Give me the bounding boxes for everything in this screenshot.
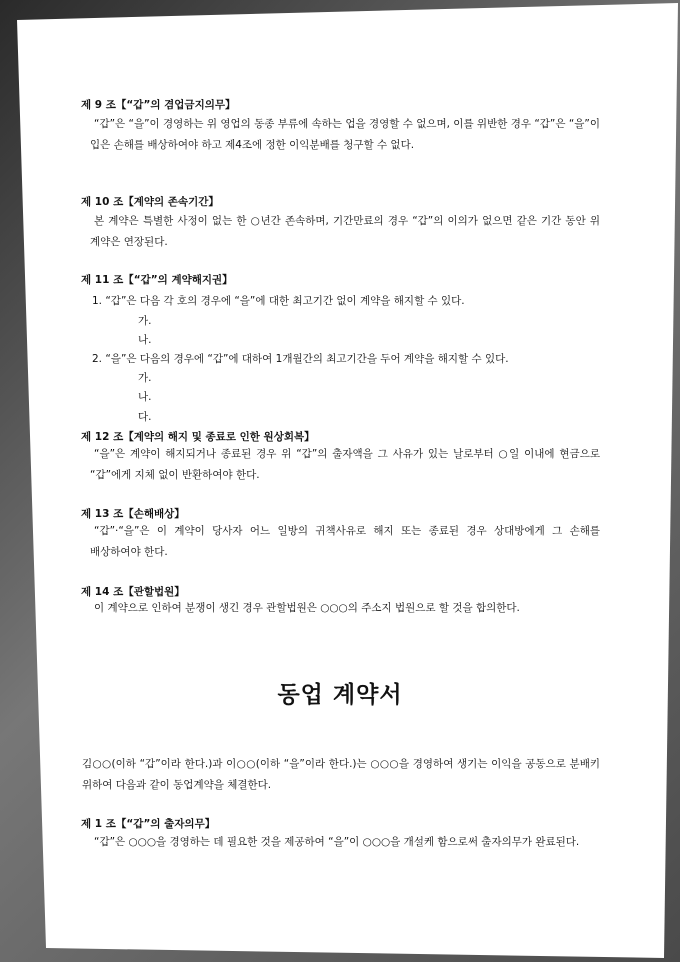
article-11-item-2: 2. “을”은 다음의 경우에 “갑”에 대하여 1개월간의 최고기간을 두어 계약을 해지할 수 있다. <box>92 353 509 365</box>
article-9-heading: 제 9 조【“갑”의 겸업금지의무】 <box>81 99 236 111</box>
article-11-item-1-sub: 나. <box>138 334 152 346</box>
article-11-item-2-sub: 다. <box>138 411 152 423</box>
article-11-item-2-sub: 가. <box>138 372 152 384</box>
article-12-body: “을”은 계약이 해지되거나 종료된 경우 위 “갑”의 출자액을 그 사유가 있는 날로부터 ○일 이내에 현금으로 “갑”에게 지체 없이 반환하여야 한다. <box>90 448 600 481</box>
article-14-body: 이 계약으로 인하여 분쟁이 생긴 경우 관할법원은 ○○○의 주소지 법원으로 할 것을 합의한다. <box>94 602 520 614</box>
article-9-body: “갑”은 “을”이 경영하는 위 영업의 동종 부류에 속하는 업을 경영할 수 없으며, 이를 위반한 경우 “갑”은 “을”이 입은 손해를 배상하여야 하고 제4조에 정한 이익분배를 청구할 수 없다. <box>90 118 600 151</box>
article-10-body: 본 계약은 특별한 사정이 없는 한 ○년간 존속하며, 기간만료의 경우 “갑”의 이의가 없으면 같은 기간 동안 위 계약은 연장된다. <box>90 215 600 248</box>
document-title: 동업 계약서 <box>277 682 403 708</box>
article-11-item-2-sub: 나. <box>138 391 152 403</box>
article-11-item-1-sub: 가. <box>138 315 152 327</box>
article-12-heading: 제 12 조【계약의 해지 및 종료로 인한 원상회복】 <box>81 431 315 443</box>
article-11-heading: 제 11 조【“갑”의 계약해지권】 <box>81 274 233 286</box>
article-11-item-1: 1. “갑”은 다음 각 호의 경우에 “을”에 대한 최고기간 없이 계약을 해지할 수 있다. <box>92 295 465 307</box>
article-1-heading: 제 1 조【“갑”의 출자의무】 <box>81 818 216 830</box>
article-13-heading: 제 13 조【손해배상】 <box>81 508 185 520</box>
article-1-body: “갑”은 ○○○을 경영하는 데 필요한 것을 제공하여 “을”이 ○○○을 개설케 함으로써 출자의무가 완료된다. <box>94 836 580 848</box>
preamble: 김○○(이하 “갑”이라 한다.)과 이○○(이하 “을”이라 한다.)는 ○○○을 경영하여 생기는 이익을 공동으로 분배키 위하여 다음과 같이 동업계약을 체결한다. <box>82 758 600 791</box>
article-10-heading: 제 10 조【계약의 존속기간】 <box>81 196 219 208</box>
article-13-body: “갑”·“을”은 이 계약이 당사자 어느 일방의 귀책사유로 해지 또는 종료된 경우 상대방에게 그 손해를 배상하여야 한다. <box>90 525 600 558</box>
article-14-heading: 제 14 조【관할법원】 <box>81 586 185 598</box>
